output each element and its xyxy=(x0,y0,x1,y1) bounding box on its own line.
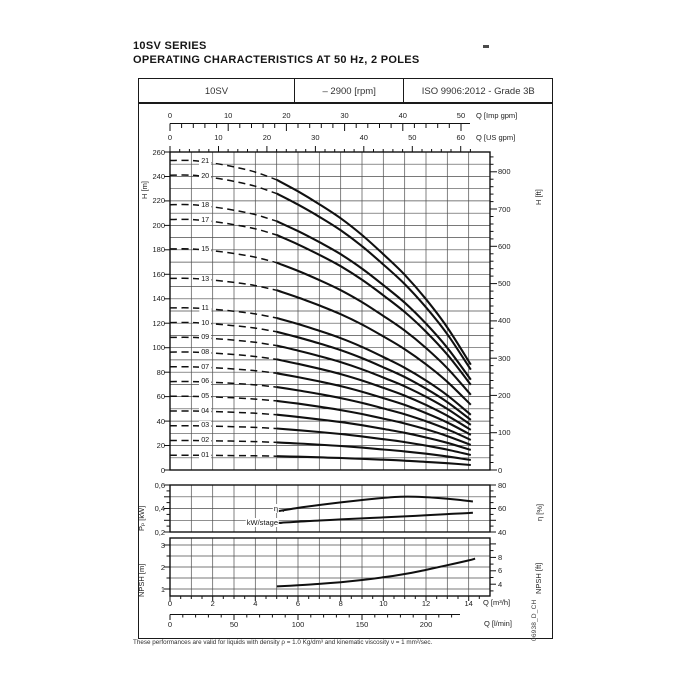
head-m-tick-label: 120 xyxy=(152,318,165,328)
q-lmin-tick-label: 150 xyxy=(355,620,369,629)
head-ft-tick-label: 600 xyxy=(498,241,511,251)
stage-curve-label-06: 06 xyxy=(201,376,210,386)
efficiency-tick-label: 60 xyxy=(498,504,507,513)
stage-curve-label-01: 01 xyxy=(201,449,210,459)
head-m-tick-label: 60 xyxy=(156,392,165,402)
q-lmin-tick-label: 50 xyxy=(229,620,239,629)
q-m3h-axis-label: Q [m³/h] xyxy=(483,598,511,607)
us-gpm-tick-label: 10 xyxy=(214,133,223,142)
head-ft-tick-label: 100 xyxy=(498,428,511,438)
head-m-tick-label: 40 xyxy=(156,416,165,426)
test-standard-cell: ISO 9906:2012 - Grade 3B xyxy=(421,85,535,97)
stage-curve-label-08: 08 xyxy=(201,347,210,357)
stage-curve-label-18: 18 xyxy=(201,200,210,210)
head-curve-dashed-17 xyxy=(170,219,277,235)
q-m3h-tick-label: 0 xyxy=(167,599,173,608)
curve-npsh xyxy=(277,559,475,587)
power-kw-axis-label: Pₚ [kW] xyxy=(137,505,146,531)
head-curve-dashed-21 xyxy=(170,160,277,179)
head-ft-tick-label: 300 xyxy=(498,353,511,363)
efficiency-axis-label: η [%] xyxy=(535,503,544,521)
q-m3h-tick-label: 10 xyxy=(379,599,388,608)
head-curve-dashed-13 xyxy=(170,278,277,290)
npsh-m-axis-label: NPSH [m] xyxy=(137,563,146,597)
q-m3h-tick-label: 2 xyxy=(210,599,215,608)
head-curve-dashed-15 xyxy=(170,249,277,263)
efficiency-tick-label: 80 xyxy=(498,480,507,490)
q-us-gpm-axis-label: Q [US gpm] xyxy=(476,133,516,142)
stage-curve-label-03: 03 xyxy=(201,420,210,430)
stage-curve-label-20: 20 xyxy=(201,170,210,180)
stage-curve-label-02: 02 xyxy=(201,435,210,445)
stage-curve-label-05: 05 xyxy=(201,391,210,401)
q-lmin-tick-label: 100 xyxy=(291,620,305,629)
head-m-tick-label: 140 xyxy=(152,294,165,304)
npsh-ft-tick-label: 8 xyxy=(498,552,503,562)
curve-kw-per-stage xyxy=(277,513,473,523)
head-ft-tick-label: 700 xyxy=(498,204,511,214)
head-curve-dashed-09 xyxy=(170,337,277,345)
head-curve-dashed-03 xyxy=(170,426,277,429)
imp-gpm-tick-label: 0 xyxy=(167,111,173,120)
head-m-tick-label: 220 xyxy=(152,196,165,206)
head-ft-axis-label: H [ft] xyxy=(534,189,543,205)
head-m-tick-label: 260 xyxy=(152,147,165,157)
us-gpm-tick-label: 40 xyxy=(359,133,368,142)
head-m-axis-label: H [m] xyxy=(140,181,149,199)
npsh-ft-tick-label: 6 xyxy=(498,566,503,576)
efficiency-curve-label: η xyxy=(273,504,278,513)
performance-note: These performances are valid for liquids with density ρ = 1.0 Kg/dm³ and kinematic viscosity ν = 1 mm²/sec. xyxy=(133,639,433,646)
us-gpm-tick-label: 50 xyxy=(408,133,417,142)
head-ft-tick-label: 200 xyxy=(498,390,511,400)
q-lmin-tick-label: 200 xyxy=(419,620,433,629)
power-kw-tick-label: 0,2 xyxy=(154,527,165,537)
head-ft-tick-label: 400 xyxy=(498,316,511,326)
stage-curve-label-21: 21 xyxy=(201,156,210,166)
q-m3h-tick-label: 4 xyxy=(253,599,258,608)
pump-model-cell: 10SV xyxy=(139,79,295,103)
stage-curve-label-17: 17 xyxy=(201,214,210,224)
power-kw-tick-label: 0,4 xyxy=(154,504,165,513)
stage-curve-label-11: 11 xyxy=(201,303,209,313)
kw-per-stage-curve-label: kW/stage xyxy=(246,518,278,527)
power-kw-tick-label: 0,6 xyxy=(154,480,165,490)
imp-gpm-tick-label: 10 xyxy=(224,111,233,120)
npsh-m-tick-label: 3 xyxy=(160,540,165,550)
document-code: 06938_D_CH xyxy=(531,599,538,641)
imp-gpm-tick-label: 20 xyxy=(282,111,291,120)
head-curve-dashed-02 xyxy=(170,441,277,443)
stage-curve-label-09: 09 xyxy=(201,332,210,342)
head-m-tick-label: 20 xyxy=(156,441,165,451)
head-m-tick-label: 180 xyxy=(152,245,165,255)
q-m3h-tick-label: 14 xyxy=(464,599,473,608)
q-lmin-tick-label: 0 xyxy=(167,620,173,629)
imp-gpm-tick-label: 40 xyxy=(398,111,407,120)
us-gpm-tick-label: 30 xyxy=(311,133,320,142)
stage-curve-label-10: 10 xyxy=(201,317,210,327)
head-m-tick-label: 100 xyxy=(152,343,165,353)
series-title: 10SV SERIES xyxy=(133,40,207,52)
q-imp-gpm-axis-label: Q [Imp gpm] xyxy=(476,111,518,120)
head-m-tick-label: 80 xyxy=(156,367,165,377)
imp-gpm-tick-label: 30 xyxy=(340,111,349,120)
head-curve-20 xyxy=(277,194,471,370)
head-ft-tick-label: 500 xyxy=(498,279,511,289)
head-m-tick-label: 160 xyxy=(152,269,165,279)
q-lmin-axis-label: Q [l/min] xyxy=(484,619,512,628)
head-curve-dashed-20 xyxy=(170,175,277,194)
us-gpm-tick-label: 0 xyxy=(167,133,173,142)
stage-curve-label-04: 04 xyxy=(201,405,210,415)
head-curve-dashed-08 xyxy=(170,352,277,359)
head-ft-tick-label: 800 xyxy=(498,167,511,177)
q-m3h-tick-label: 8 xyxy=(338,599,343,608)
npsh-m-tick-label: 1 xyxy=(160,584,165,594)
pump-speed-cell: – 2900 [rpm] xyxy=(295,79,405,103)
q-m3h-tick-label: 6 xyxy=(295,599,301,608)
head-ft-tick-label: 0 xyxy=(498,465,503,475)
head-curve-dashed-05 xyxy=(170,396,277,401)
series-subtitle: OPERATING CHARACTERISTICS AT 50 Hz, 2 POLES xyxy=(133,54,420,66)
npsh-ft-axis-label: NPSH [ft] xyxy=(534,562,543,594)
head-m-tick-label: 200 xyxy=(152,220,165,230)
head-curve-dashed-10 xyxy=(170,323,277,332)
efficiency-tick-label: 40 xyxy=(498,527,507,537)
head-m-tick-label: 240 xyxy=(152,171,165,181)
npsh-m-tick-label: 2 xyxy=(160,562,165,572)
curve-efficiency xyxy=(277,497,473,512)
stage-curve-label-13: 13 xyxy=(201,273,210,283)
head-curve-dashed-04 xyxy=(170,411,277,415)
us-gpm-tick-label: 20 xyxy=(262,133,272,142)
stage-curve-label-07: 07 xyxy=(201,361,210,371)
head-curve-dashed-11 xyxy=(170,308,277,318)
q-m3h-tick-label: 12 xyxy=(421,599,431,608)
head-curve-15 xyxy=(277,263,471,395)
head-curve-21 xyxy=(277,180,471,365)
head-curve-dashed-01 xyxy=(170,455,277,456)
head-m-tick-label: 0 xyxy=(160,465,165,475)
stage-curve-label-15: 15 xyxy=(201,244,210,254)
us-gpm-tick-label: 60 xyxy=(456,133,465,142)
npsh-ft-tick-label: 4 xyxy=(498,579,503,589)
imp-gpm-tick-label: 50 xyxy=(456,111,466,120)
